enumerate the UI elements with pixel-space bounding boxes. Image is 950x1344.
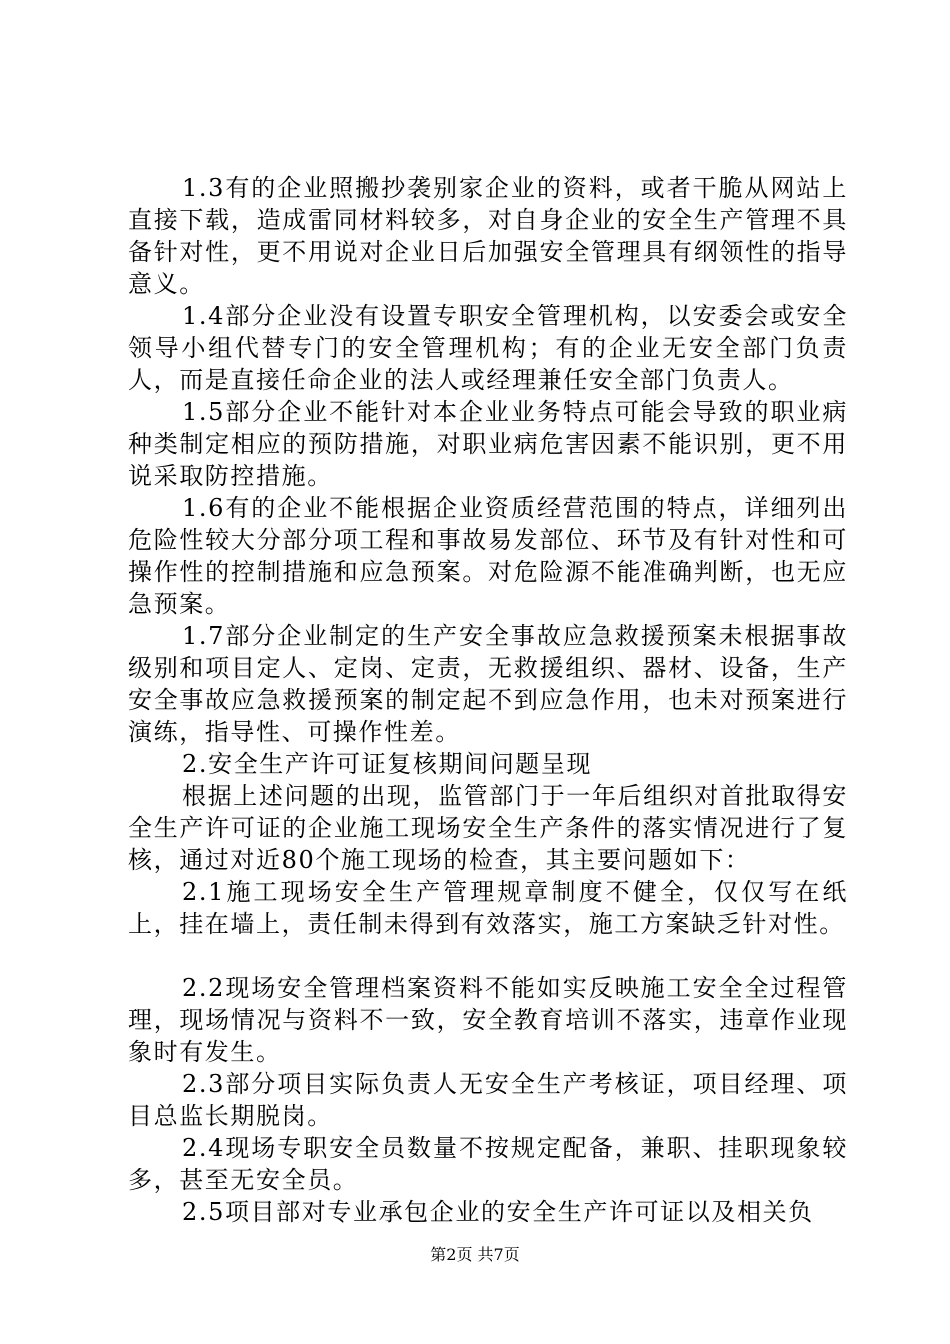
paragraph-1-3: 1.3有的企业照搬抄袭别家企业的资料，或者干脆从网站上直接下载，造成雷同材料较多，对自身企业的安全生产管理不具备针对性，更不用说对企业日后加强安全管理具有纲领性的指导意义。 (128, 174, 848, 298)
paragraph-2-2: 2.2现场安全管理档案资料不能如实反映施工安全全过程管理，现场情况与资料不一致，安全教育培训不落实，违章作业现象时有发生。 (128, 974, 848, 1066)
paragraph-2-4: 2.4现场专职安全员数量不按规定配备，兼职、挂职现象较多，甚至无安全员。 (128, 1134, 848, 1194)
paragraph-2-1: 2.1施工现场安全生产管理规章制度不健全，仅仅写在纸上，挂在墙上，责任制未得到有效落实，施工方案缺乏针对性。 (128, 878, 848, 938)
section-heading-2: 2.安全生产许可证复核期间问题呈现 (182, 750, 593, 778)
page-number-footer: 第2页 共7页 (430, 1245, 520, 1264)
paragraph-intro-2: 根据上述问题的出现，监管部门于一年后组织对首批取得安全生产许可证的企业施工现场安全生产条件的落实情况进行了复核，通过对近80个施工现场的检查，其主要问题如下： (128, 782, 848, 874)
paragraph-1-7: 1.7部分企业制定的生产安全事故应急救援预案未根据事故级别和项目定人、定岗、定责，无救援组织、器材、设备，生产安全事故应急救援预案的制定起不到应急作用，也未对预案进行演练，指导性、可操作性差。 (128, 622, 848, 746)
paragraph-2-3: 2.3部分项目实际负责人无安全生产考核证，项目经理、项目总监长期脱岗。 (128, 1070, 848, 1130)
paragraph-1-5: 1.5部分企业不能针对本企业业务特点可能会导致的职业病种类制定相应的预防措施，对职业病危害因素不能识别，更不用说采取防控措施。 (128, 398, 848, 490)
paragraph-1-6: 1.6有的企业不能根据企业资质经营范围的特点，详细列出危险性较大分部分项工程和事故易发部位、环节及有针对性和可操作性的控制措施和应急预案。对危险源不能准确判断，也无应急预案。 (128, 494, 848, 618)
document-body (128, 172, 848, 1228)
paragraph-1-4: 1.4部分企业没有设置专职安全管理机构，以安委会或安全领导小组代替专门的安全管理机构；有的企业无安全部门负责人，而是直接任命企业的法人或经理兼任安全部门负责人。 (128, 302, 848, 394)
paragraph-2-5: 2.5项目部对专业承包企业的安全生产许可证以及相关负 (182, 1198, 814, 1226)
